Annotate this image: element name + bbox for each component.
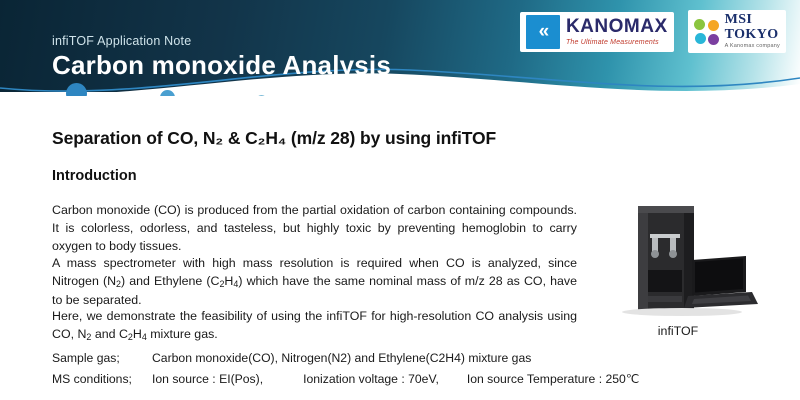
section-heading-introduction: Introduction	[52, 168, 137, 184]
para2-seg-c: H	[224, 273, 234, 288]
paragraph-introduction-3	[52, 308, 577, 344]
ms-ion-source: Ion source : EI(Pos),	[152, 372, 264, 386]
msi-dots-icon	[694, 19, 720, 45]
main-heading	[52, 128, 496, 149]
ms-conditions-line	[52, 372, 640, 386]
kanomax-logo-text	[566, 17, 668, 46]
kanomax-logo	[520, 12, 674, 52]
ms-conditions-label: MS conditions;	[52, 372, 132, 386]
para3-seg-a: Here, we demonstrate the feasibility of using the infiTOF for high-resolution CO analysis using CO, N	[52, 309, 577, 341]
sample-gas-line	[52, 351, 531, 365]
msi-logo-subtitle: A Kanomax company	[724, 43, 780, 50]
msi-logo-name-line1: MSI	[724, 12, 753, 27]
para3-seg-b: and C	[91, 326, 128, 341]
document-header	[0, 0, 800, 96]
msi-tokyo-logo	[688, 10, 786, 53]
document-title: Carbon monoxide Analysis	[52, 50, 392, 80]
infitof-instrument-photo	[596, 200, 760, 320]
sample-gas-value: Carbon monoxide(CO), Nitrogen(N2) and Ethylene(C2H4) mixture gas	[152, 351, 532, 365]
para3-seg-d: mixture gas.	[146, 326, 218, 341]
kanomax-logo-name: KANOMAX	[565, 16, 668, 38]
logo-group	[520, 10, 786, 53]
kanomax-mark-icon	[526, 15, 560, 49]
document-body	[0, 96, 800, 400]
para2-seg-d: ) which have the same nominal mass of m/z 28 as CO, have to be separated.	[52, 273, 578, 307]
instrument-caption: infiTOF	[657, 324, 699, 338]
para3-sub-4: 4	[141, 332, 147, 343]
msi-logo-name-line2: TOKYO	[724, 26, 779, 42]
paragraph-introduction-2	[52, 255, 577, 309]
paragraph-introduction-1: Carbon monoxide (CO) is produced from the partial oxidation of carbon containing compounds. It is colorless, odorless, and tasteless, but highly toxic by preventing hemoglobin to carry oxygen to body tissues.	[52, 203, 577, 253]
double-chevron-left-icon: «	[538, 21, 545, 43]
para2-seg-b: ) and Ethylene (C	[121, 273, 220, 288]
para2-sub-4: 4	[233, 279, 239, 290]
para3-sub-2b: 2	[127, 332, 133, 343]
ms-ionization-voltage: Ionization voltage : 70eV,	[303, 372, 439, 386]
kanomax-logo-tagline: The Ultimate Measurements	[565, 39, 659, 47]
para3-sub-2a: 2	[86, 332, 92, 343]
para2-sub-2b: 2	[219, 279, 225, 290]
document-eyebrow: infiTOF Application Note	[52, 34, 192, 48]
para2-sub-2a: 2	[116, 279, 121, 290]
msi-logo-text	[725, 13, 780, 50]
para2-seg-a: A mass spectrometer with high mass resolution is required when CO is analyzed, since Nitrogen (N	[52, 256, 577, 288]
main-heading-part-1: Separation of CO, N₂ & C₂H₄ (m/z 28) by using infiTOF	[52, 128, 497, 148]
para3-seg-c: H	[132, 326, 142, 341]
sample-gas-label: Sample gas;	[52, 351, 120, 365]
ms-ion-source-temperature: Ion source Temperature : 250℃	[466, 372, 640, 386]
